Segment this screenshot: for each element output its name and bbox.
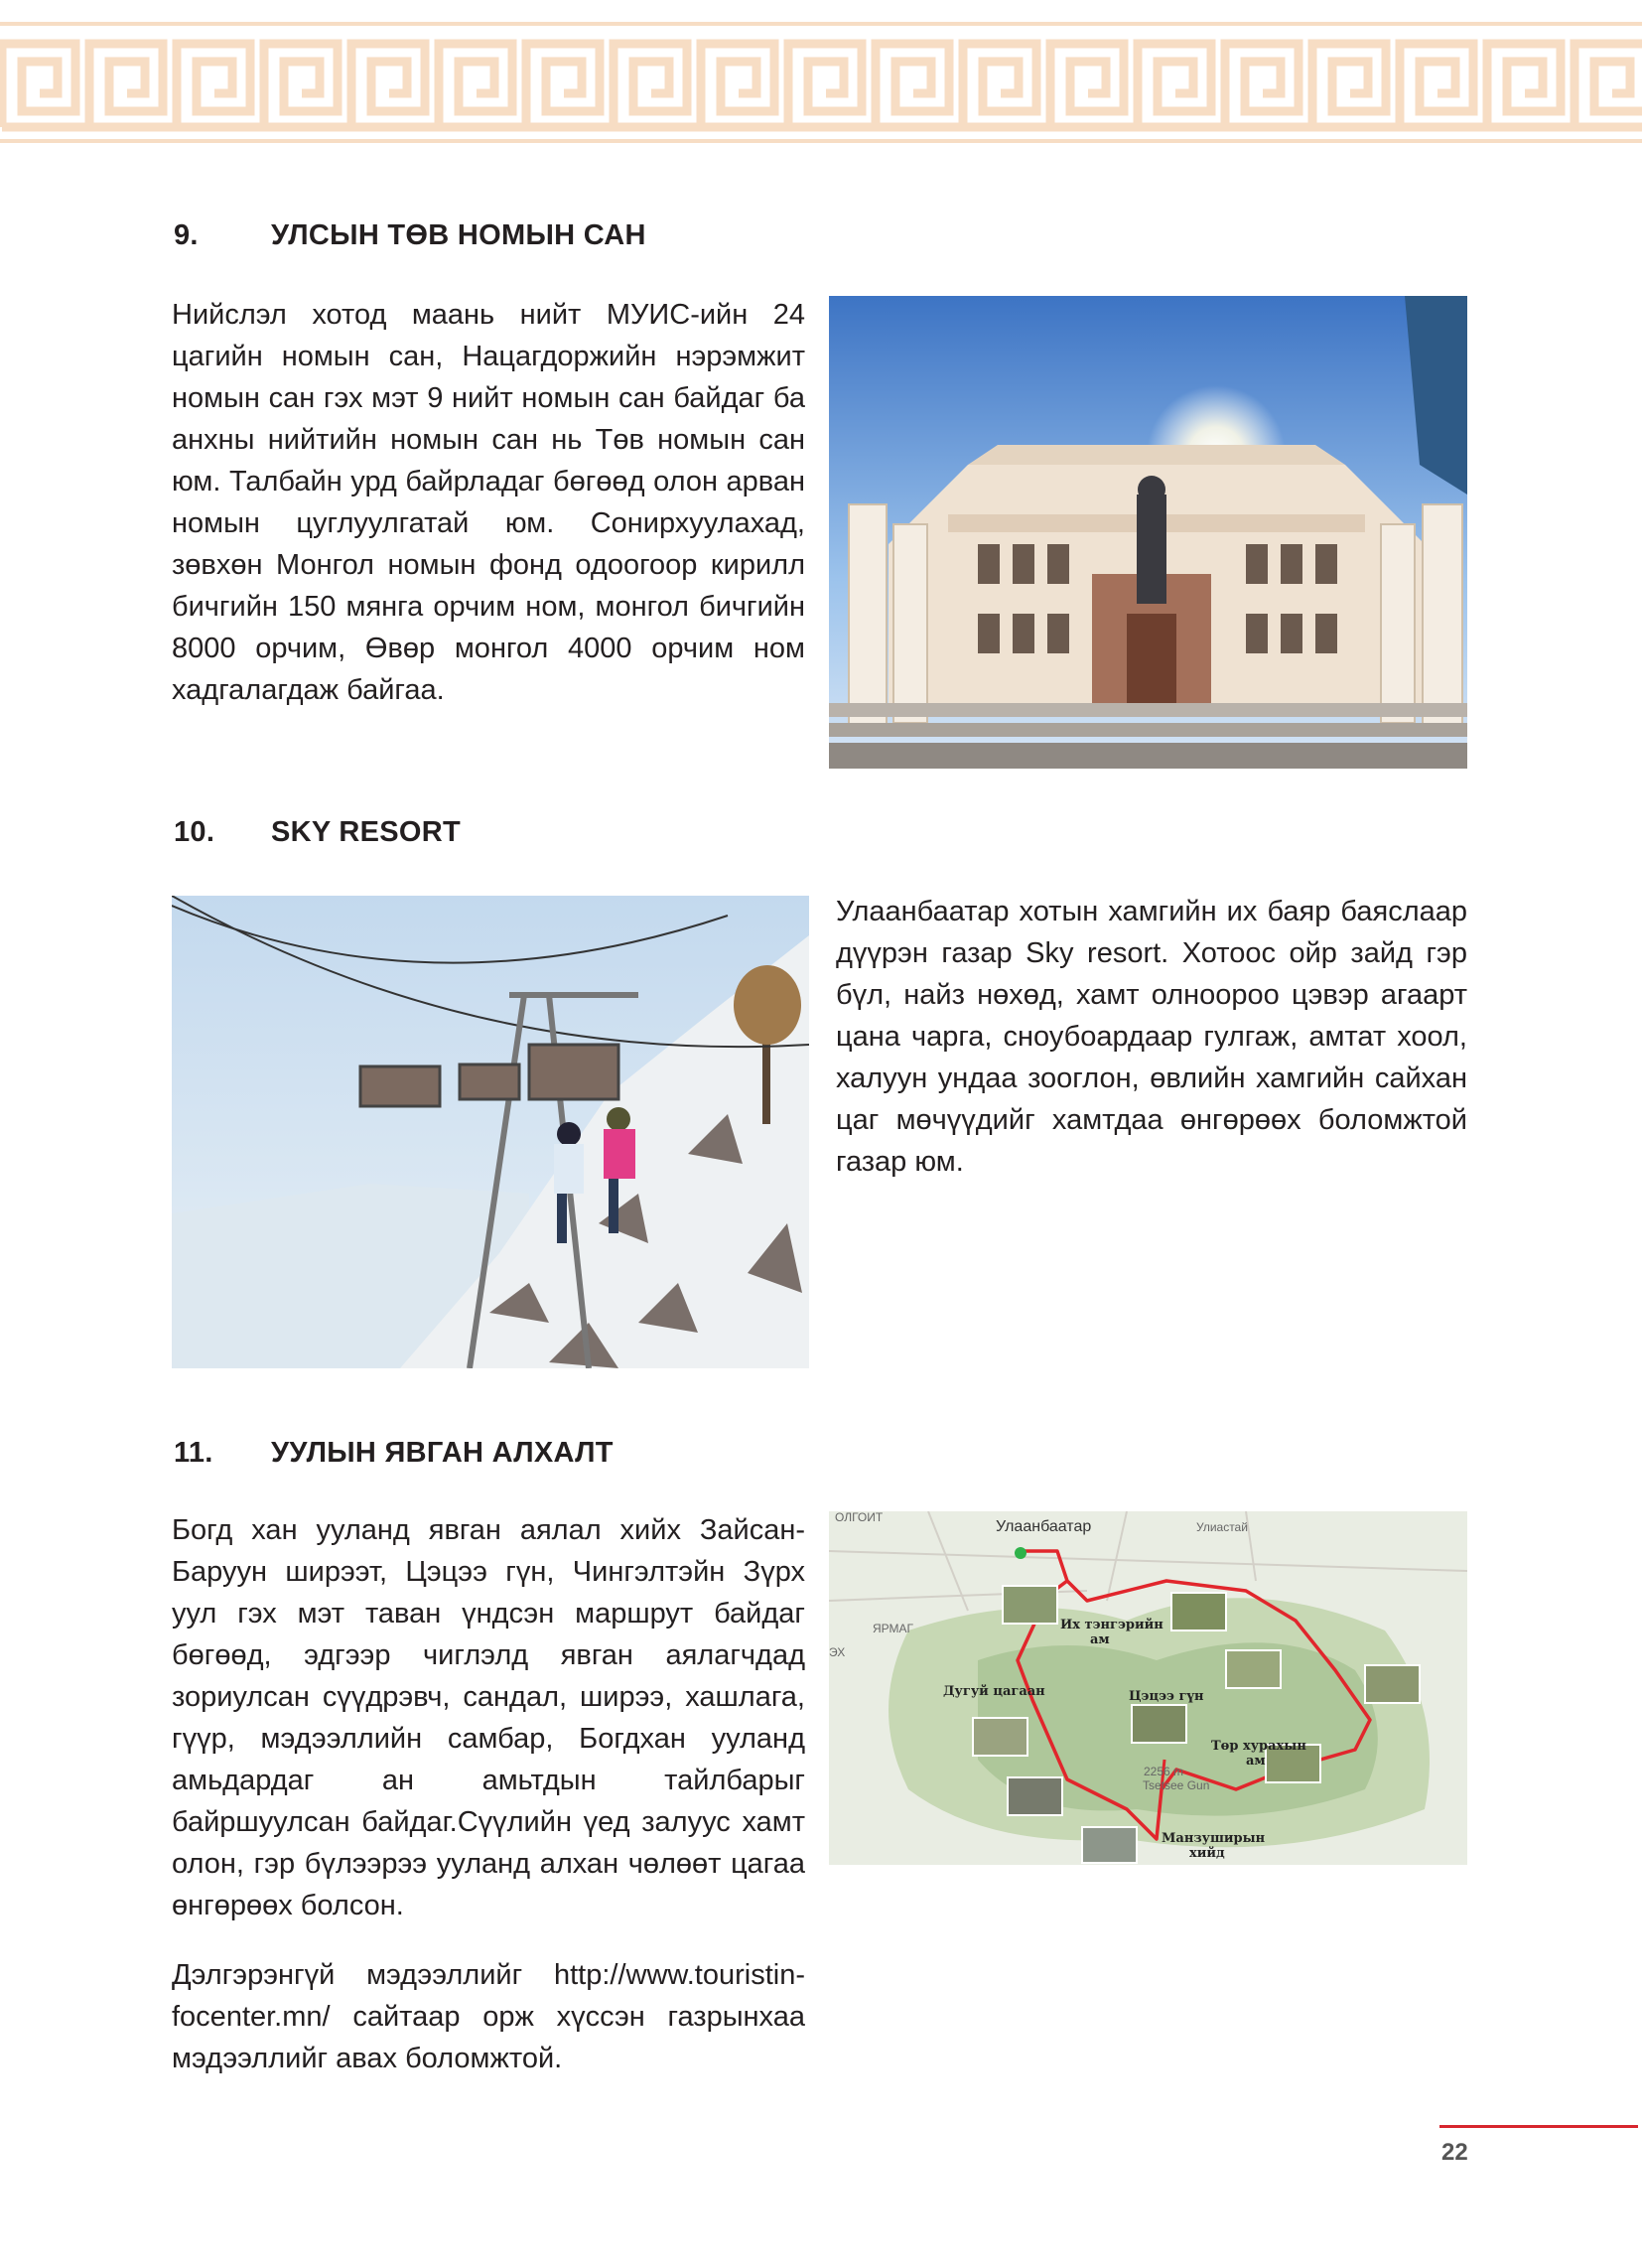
map-label-tor-khurakhyn: Төр хурахын <box>1211 1739 1306 1754</box>
map-label-dugui-tsagaan: Дугуй цагаан <box>943 1684 1045 1699</box>
map-label-am1: ам <box>1090 1632 1110 1647</box>
section-9-paragraph: Нийслэл хотод маань нийт МУИС-ийн 24 цагийн номын сан, Нацагдоржийн нэрэмжит номын сан гэх мэт 9 нийт номын сан байдаг ба анхны нийтийн номын сан нь Төв номын сан юм. Талбайн урд байрладаг бөгөөд олон арван номын цуглуулгатай юм. Сонирхуулахад, зөвхөн Монгол номын фонд одоогоор кирилл бичгийн 150 мянга орчим ном, монгол бичгийн 8000 орчим, Өвөр монгол 4000 орчим ном хадгалагдаж байгаа. <box>172 299 805 706</box>
page-number: 22 <box>1441 2139 1468 2166</box>
sky-resort-chairlift-photo <box>172 896 809 1368</box>
greek-key-unit <box>1400 44 1473 127</box>
section-number: 9. <box>174 219 199 251</box>
section-title: УУЛЫН ЯВГАН АЛХАЛТ <box>271 1437 614 1469</box>
greek-key-unit <box>876 44 949 127</box>
map-label-city: Улаанбаатар <box>996 1518 1092 1535</box>
greek-key-unit <box>177 44 250 127</box>
bogd-khan-trail-map <box>829 1511 1467 1865</box>
section-10-heading <box>174 816 461 849</box>
greek-key-unit <box>701 44 774 127</box>
section-11-heading <box>174 1437 614 1470</box>
greek-key-unit <box>526 44 600 127</box>
greek-key-unit <box>614 44 687 127</box>
greek-key-unit <box>2 44 75 127</box>
map-label-ulistai: Улиастай <box>1196 1520 1248 1534</box>
map-label-khiid: хийд <box>1189 1846 1225 1861</box>
greek-key-unit <box>1574 44 1642 127</box>
section-title: SKY RESORT <box>271 816 462 848</box>
section-number: 11. <box>174 1437 213 1469</box>
map-label-olgoit: ОЛГОИТ <box>835 1511 884 1524</box>
map-label-tsetsee-gun: Цэцээ гүн <box>1129 1689 1204 1704</box>
map-label-partial: ЭХ <box>829 1645 846 1659</box>
greek-key-unit <box>1050 44 1124 127</box>
greek-key-unit <box>264 44 338 127</box>
greek-key-unit <box>963 44 1036 127</box>
section-title: УЛСЫН ТӨВ НОМЫН САН <box>271 219 646 251</box>
section-9-heading <box>174 219 646 252</box>
section-11-more-info: Дэлгэрэнгүй мэдээллийг http://www.touristin-focenter.mn/ сайтаар орж хүссэн газрынхаа мэдээллийг авах боломжтой. <box>172 1959 805 2074</box>
greek-key-unit <box>1138 44 1211 127</box>
map-label-tsetsee-gun-en: Tsetsee Gun <box>1143 1778 1210 1792</box>
greek-key-unit <box>788 44 862 127</box>
greek-key-unit <box>1487 44 1561 127</box>
national-library-photo <box>829 296 1467 769</box>
section-number: 10. <box>174 816 215 848</box>
greek-key-border <box>0 0 1642 159</box>
greek-key-unit <box>1225 44 1299 127</box>
footer-rule <box>1439 2125 1638 2128</box>
map-label-manzushir: Манзуширын <box>1162 1831 1266 1846</box>
section-11-paragraph: Богд хан ууланд явган аялал хийх Зайсан-Баруун ширээт, Цэцээ гүн, Чингэлтэйн Зүрх уул гэх мэт таван үндсэн маршрут байдаг бөгөөд, эдгээр чиглэлд явган аялагчдад зориулсан сүүдрэвч, сандал, ширээ, хашлага, гүүр, мэдээллийн самбар, Богдхан ууланд амьдардаг ан амьтдын тайлбарыг байршуулсан байдаг.Сүүлийн үед залуус хамт олон, гэр бүлээрээ ууланд алхан чөлөөт цагаа өнгөрөөх болсон. <box>172 1514 805 1921</box>
greek-key-unit <box>439 44 512 127</box>
greek-key-unit <box>89 44 163 127</box>
section-10-paragraph: Улаанбаатар хотын хамгийн их баяр баяслаар дүүрэн газар Sky resort. Хотоос ойр зайд гэр бүл, найз нөхөд, хамт олноороо цэвэр агаарт цана чарга, сноубоардаар гулгаж, амтат хоол, халуун ундаа зооглон, өвлийн хамгийн сайхан цаг мөчүүдийг хамтдаа өнгөрөөх боломжтой газар юм. <box>836 896 1467 1178</box>
map-label-yarmag: ЯРМАГ <box>873 1622 914 1635</box>
map-label-am2: ам <box>1246 1754 1266 1769</box>
greek-key-unit <box>1312 44 1386 127</box>
map-label-ikh-tengeriin: Их тэнгэрийн <box>1060 1618 1163 1632</box>
greek-key-unit <box>351 44 425 127</box>
map-label-elevation: 2256 m <box>1144 1765 1184 1778</box>
